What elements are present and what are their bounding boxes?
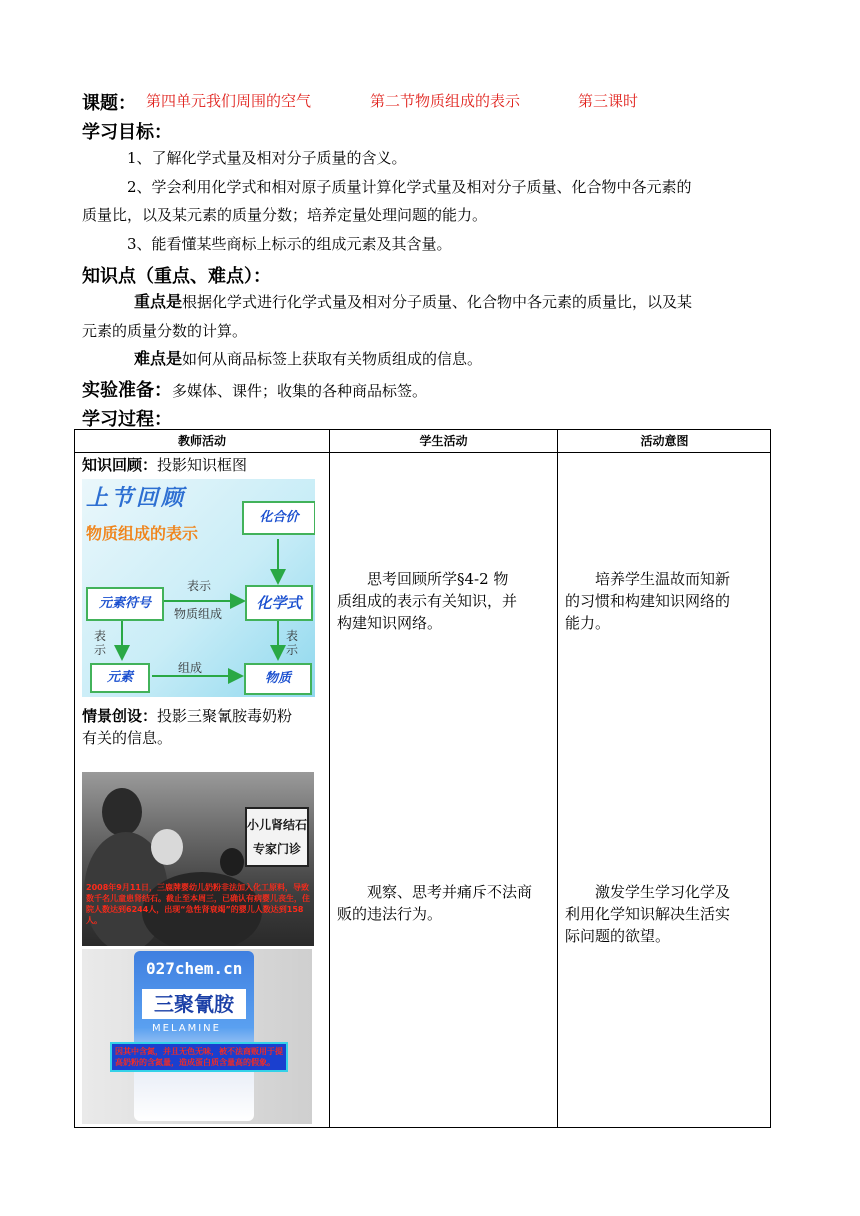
- hard-point: [134, 348, 482, 370]
- student-row2-line2: 贩的违法行为。: [337, 905, 443, 923]
- col-divider-1: [329, 430, 330, 1127]
- student-row2-line1: 观察、思考并痛斥不法商: [367, 883, 533, 901]
- th-intent: 活动意图: [640, 434, 689, 448]
- prep-line: [82, 376, 427, 402]
- objective-3: 3、能看懂某些商标上标示的组成元素及其含量。: [127, 235, 452, 253]
- knowledge-diagram: [82, 479, 315, 697]
- topic-unit: 第四单元我们周围的空气: [146, 92, 312, 110]
- melamine-photo: [82, 949, 312, 1124]
- scene-text: 投影三聚氰胺毒奶粉: [157, 707, 293, 725]
- student-row1-line1: 思考回顾所学§4-2 物: [367, 570, 509, 588]
- node-substance: 物质: [244, 663, 312, 695]
- student-row1-line2: 质组成的表示有关知识，并: [337, 592, 518, 610]
- topic-line: [82, 89, 136, 115]
- scene-line-cont: 有关的信息。: [82, 729, 173, 747]
- hard-text: 如何从商品标签上获取有关物质组成的信息。: [182, 350, 483, 368]
- node-valence: 化合价: [242, 501, 315, 535]
- intent-row1-line1: 培养学生温故而知新: [595, 570, 731, 588]
- col-divider-2: [557, 430, 558, 1127]
- header-divider: [75, 452, 770, 453]
- objective-2: 2、学会利用化学式和相对原子质量计算化学式量及相对分子质量、化合物中各元素的: [127, 178, 692, 196]
- intent-row1-line2: 的习惯和构建知识网络的: [565, 592, 731, 610]
- key-point: [134, 291, 692, 313]
- objectives-heading: 学习目标：: [82, 122, 172, 143]
- label-represents-right: 表示: [286, 629, 299, 657]
- label-compose: 组成: [178, 661, 203, 675]
- label-represents-top: 表示: [187, 579, 212, 593]
- intent-row1-line3: 能力。: [565, 614, 611, 632]
- intent-row2-line1: 激发学生学习化学及: [595, 883, 731, 901]
- diagram-subtitle: 物质组成的表示: [86, 524, 199, 543]
- prep-label: 实验准备：: [82, 380, 172, 401]
- melamine-bag: [134, 951, 254, 1121]
- key-point-cont: 元素的质量分数的计算。: [82, 322, 248, 340]
- th-student: 学生活动: [419, 434, 468, 448]
- key-text: 根据化学式进行化学式量及相对分子质量、化合物中各元素的质量比，以及某: [182, 293, 693, 311]
- review-line: [82, 454, 247, 476]
- bag-watermark: 027chem.cn: [146, 959, 243, 978]
- process-heading: 学习过程：: [82, 409, 172, 430]
- review-label: 知识回顾：: [82, 456, 158, 474]
- node-element-symbol: 元素符号: [86, 587, 164, 621]
- bag-name: 三聚氰胺: [142, 989, 246, 1019]
- intent-row2-line2: 利用化学知识解决生活实: [565, 905, 731, 923]
- student-row1-line3: 构建知识网络。: [337, 614, 443, 632]
- review-text: 投影知识框图: [157, 456, 248, 474]
- topic-section: 第二节物质组成的表示: [370, 92, 521, 110]
- hospital-photo: [82, 772, 314, 946]
- knowledge-heading: 知识点（重点、难点）：: [82, 266, 271, 287]
- label-composition: 物质组成: [174, 607, 223, 621]
- node-formula: 化学式: [245, 585, 313, 621]
- node-element: 元素: [90, 663, 150, 693]
- diagram-title: 上节回顾: [86, 486, 187, 511]
- intent-row2-line3: 际问题的欲望。: [565, 927, 671, 945]
- key-label: 重点是: [134, 292, 183, 311]
- photo2-caption: 因其中含氮，并且无色无味，被不法商贩用于提高奶粉的含氮量，造成蛋白质含量高的假象。: [110, 1042, 288, 1072]
- scene-line: [82, 705, 292, 727]
- activity-table: [74, 429, 771, 1128]
- scene-label: 情景创设：: [82, 707, 158, 725]
- intent-row1: [565, 568, 769, 634]
- student-row1: [337, 568, 553, 634]
- photo1-caption: 2008年9月11日，三鹿牌婴幼儿奶粉非法加入化工原料，导致数千名儿童患肾结石。截止至本周三，已确认有病婴儿丧生，住院人数达到6244人，出现“急性肾衰竭”的婴儿人数达到158人。: [86, 883, 310, 925]
- objective-1: 1、了解化学式量及相对分子质量的含义。: [127, 149, 407, 167]
- topic-label: 课题：: [82, 93, 136, 114]
- prep-text: 多媒体、课件；收集的各种商品标签。: [172, 382, 428, 400]
- hard-label: 难点是: [134, 349, 183, 368]
- topic-lesson: 第三课时: [578, 92, 639, 110]
- clinic-sign: 小儿肾结石专家门诊: [245, 807, 309, 867]
- bag-english: MELAMINE: [152, 1023, 221, 1034]
- intent-row2: [565, 881, 769, 947]
- label-represents-left: 表示: [94, 629, 107, 657]
- objective-2-cont: 质量比，以及某元素的质量分数；培养定量处理问题的能力。: [82, 206, 488, 224]
- th-teacher: 教师活动: [177, 434, 226, 448]
- student-row2: [337, 881, 553, 925]
